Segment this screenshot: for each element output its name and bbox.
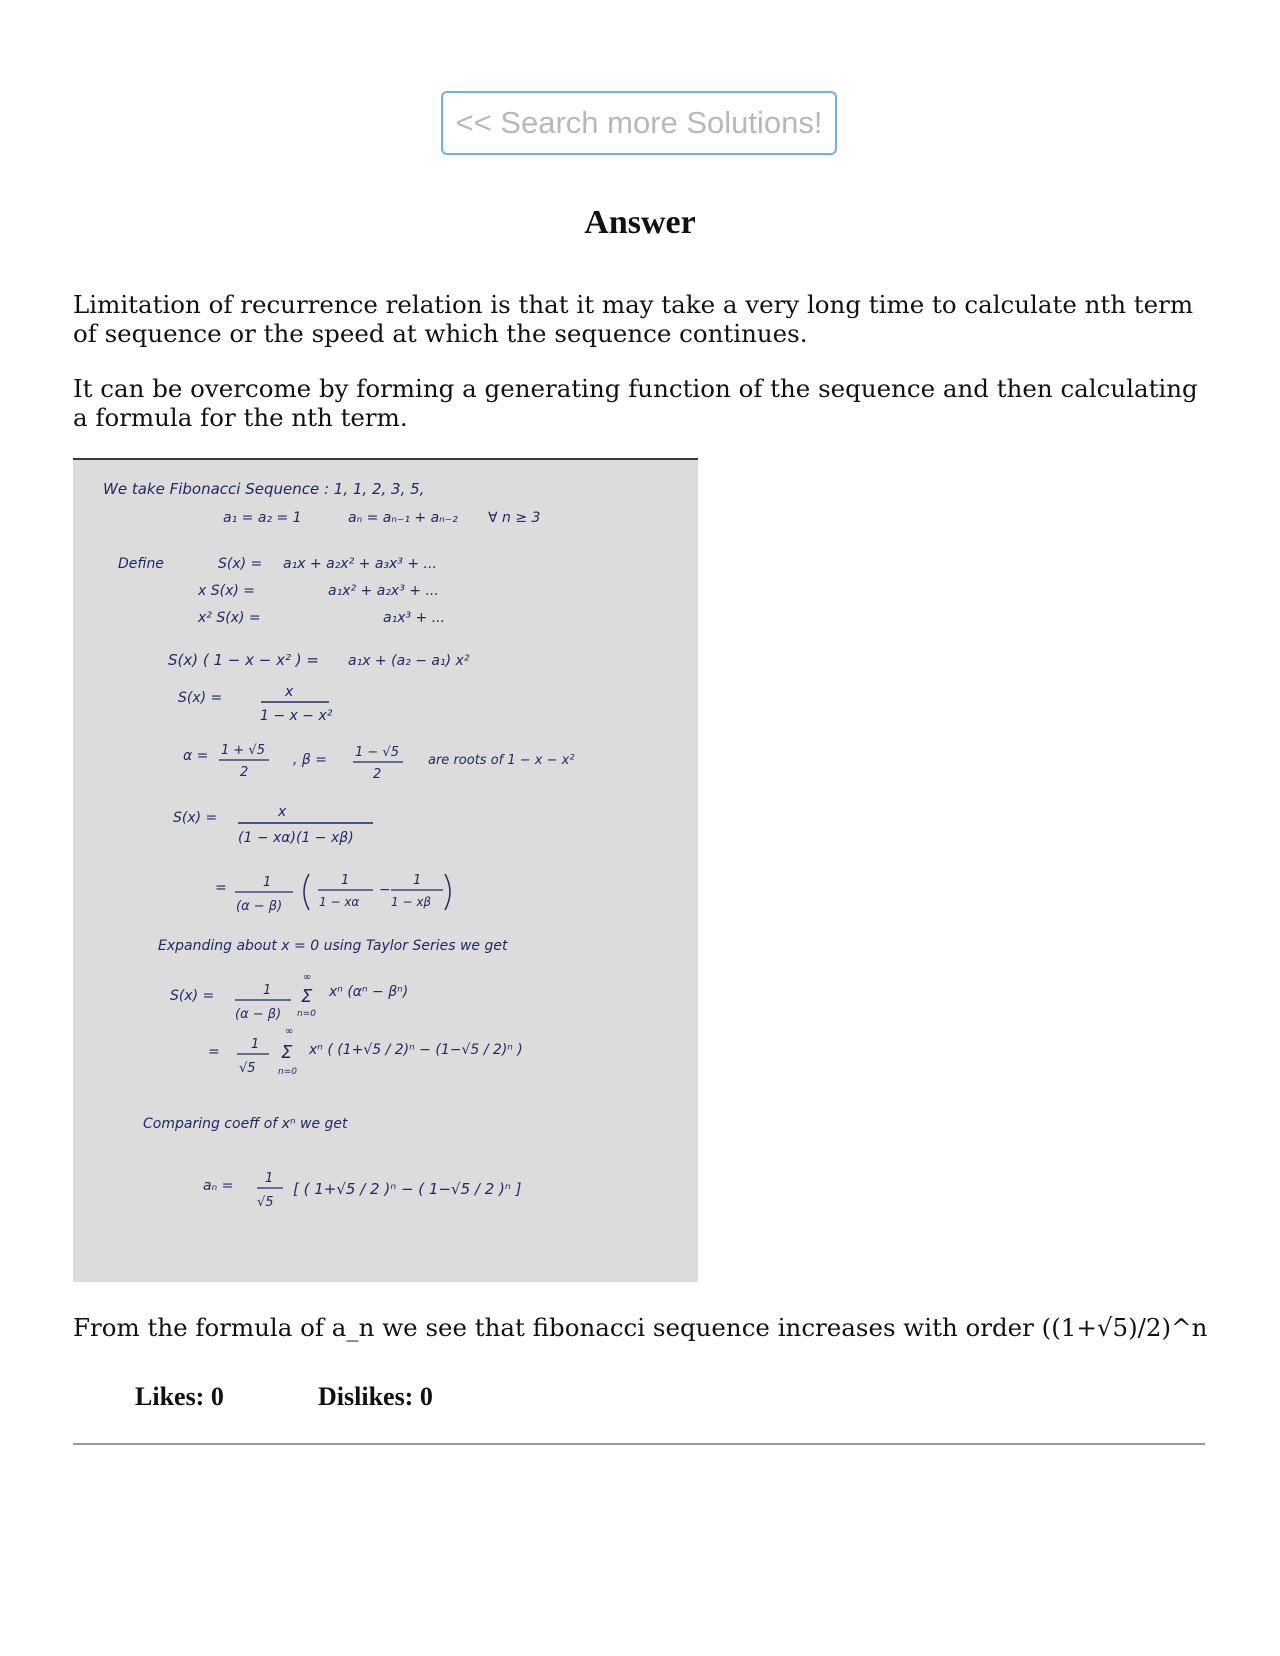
hw-s9-body: xⁿ ( (1+√5 / 2)ⁿ − (1−√5 / 2)ⁿ ) [309, 1042, 523, 1058]
hw-expanding: Expanding about x = 0 using Taylor Series we get [158, 938, 508, 954]
hw-comparing: Comparing coeff of xⁿ we get [143, 1116, 348, 1132]
hw-s3-right: a₁x³ + ... [383, 610, 446, 626]
hw-s7-one: 1 [263, 875, 272, 890]
hw-s5-left: S(x) = [178, 690, 223, 706]
answer-paragraph-overcome: It can be overcome by forming a generating function of the sequence and then calculating a formula for the nth term. [73, 374, 1198, 432]
hw-an-left: aₙ = [203, 1178, 234, 1194]
hw-s3-left: x² S(x) = [198, 610, 261, 626]
hw-s9-n0: n=0 [278, 1067, 297, 1077]
hw-s9-sigma: Σ [281, 1042, 293, 1063]
likes-count[interactable]: Likes: 0 [135, 1382, 224, 1411]
hw-s7-minus: − [379, 882, 391, 898]
hw-s8-body: xⁿ (αⁿ − βⁿ) [329, 984, 409, 1000]
hw-recurrence: aₙ = aₙ₋₁ + aₙ₋₂ [348, 510, 458, 526]
hw-s5-den: 1 − x − x² [260, 708, 333, 724]
divider [73, 1443, 1205, 1445]
hw-s7-f1d: 1 − xα [319, 895, 360, 909]
hw-s8-one: 1 [263, 983, 272, 998]
hw-s7-eq: = [215, 880, 227, 896]
hw-beta-lhs: , β = [293, 752, 328, 768]
hw-s7-f2d: 1 − xβ [391, 895, 432, 909]
hw-alpha-num: 1 + √5 [221, 743, 265, 758]
hw-s8-sigma: Σ [301, 986, 313, 1007]
hw-s9-eq: = [208, 1044, 220, 1060]
hw-s8-den: (α − β) [235, 1007, 282, 1022]
hw-beta-den: 2 [373, 767, 382, 782]
answer-paragraph-conclusion: From the formula of a_n we see that fibonacci sequence increases with order ((1+√5)/2)^n [73, 1313, 1208, 1342]
hw-beta-num: 1 − √5 [355, 745, 399, 760]
hw-s6-num: x [278, 804, 287, 820]
hw-an-body: [ ( 1+√5 / 2 )ⁿ − ( 1−√5 / 2 )ⁿ ] [293, 1180, 522, 1198]
hw-s7-f1n: 1 [341, 873, 350, 888]
hw-define: Define [118, 556, 164, 572]
answer-heading: Answer [584, 204, 696, 241]
hw-for-all-n: ∀ n ≥ 3 [488, 510, 541, 526]
hw-s5-num: x [285, 684, 294, 700]
hw-roots-text: are roots of 1 − x − x² [428, 753, 575, 768]
hw-alpha-den: 2 [240, 765, 249, 780]
hw-s1-right: a₁x + a₂x² + a₃x³ + ... [283, 556, 437, 572]
handwritten-solution-image [73, 458, 698, 1282]
hw-s8-left: S(x) = [170, 988, 215, 1004]
hw-s8-inf: ∞ [303, 972, 312, 983]
hw-an-one: 1 [265, 1171, 274, 1186]
hw-s4-left: S(x) ( 1 − x − x² ) = [168, 651, 319, 669]
hw-s9-one: 1 [251, 1037, 260, 1052]
hw-s7-f2n: 1 [413, 873, 422, 888]
hw-alpha-lhs: α = [183, 748, 209, 764]
hw-line-fibonacci: We take Fibonacci Sequence : 1, 1, 2, 3, 5, [103, 480, 425, 498]
hw-s2-right: a₁x² + a₂x³ + ... [328, 583, 439, 599]
hw-s6-left: S(x) = [173, 810, 218, 826]
hw-s8-n0: n=0 [297, 1009, 316, 1019]
search-more-solutions-button[interactable]: << Search more Solutions! [441, 91, 837, 155]
dislikes-count[interactable]: Dislikes: 0 [318, 1382, 433, 1411]
hw-initial-conditions: a₁ = a₂ = 1 [223, 510, 302, 526]
hw-s4-right: a₁x + (a₂ − a₁) x² [348, 653, 470, 669]
hw-s1-left: S(x) = [218, 556, 263, 572]
hw-s9-den: √5 [239, 1061, 256, 1076]
hw-an-den: √5 [257, 1195, 274, 1210]
hw-s9-inf: ∞ [285, 1026, 294, 1037]
hw-s6-den: (1 − xα)(1 − xβ) [238, 830, 354, 846]
hw-s2-left: x S(x) = [198, 583, 256, 599]
hw-s7-den: (α − β) [236, 899, 283, 914]
answer-paragraph-limitation: Limitation of recurrence relation is that it may take a very long time to calculate nth term of sequence or the speed at which the sequence continues. [73, 290, 1194, 348]
